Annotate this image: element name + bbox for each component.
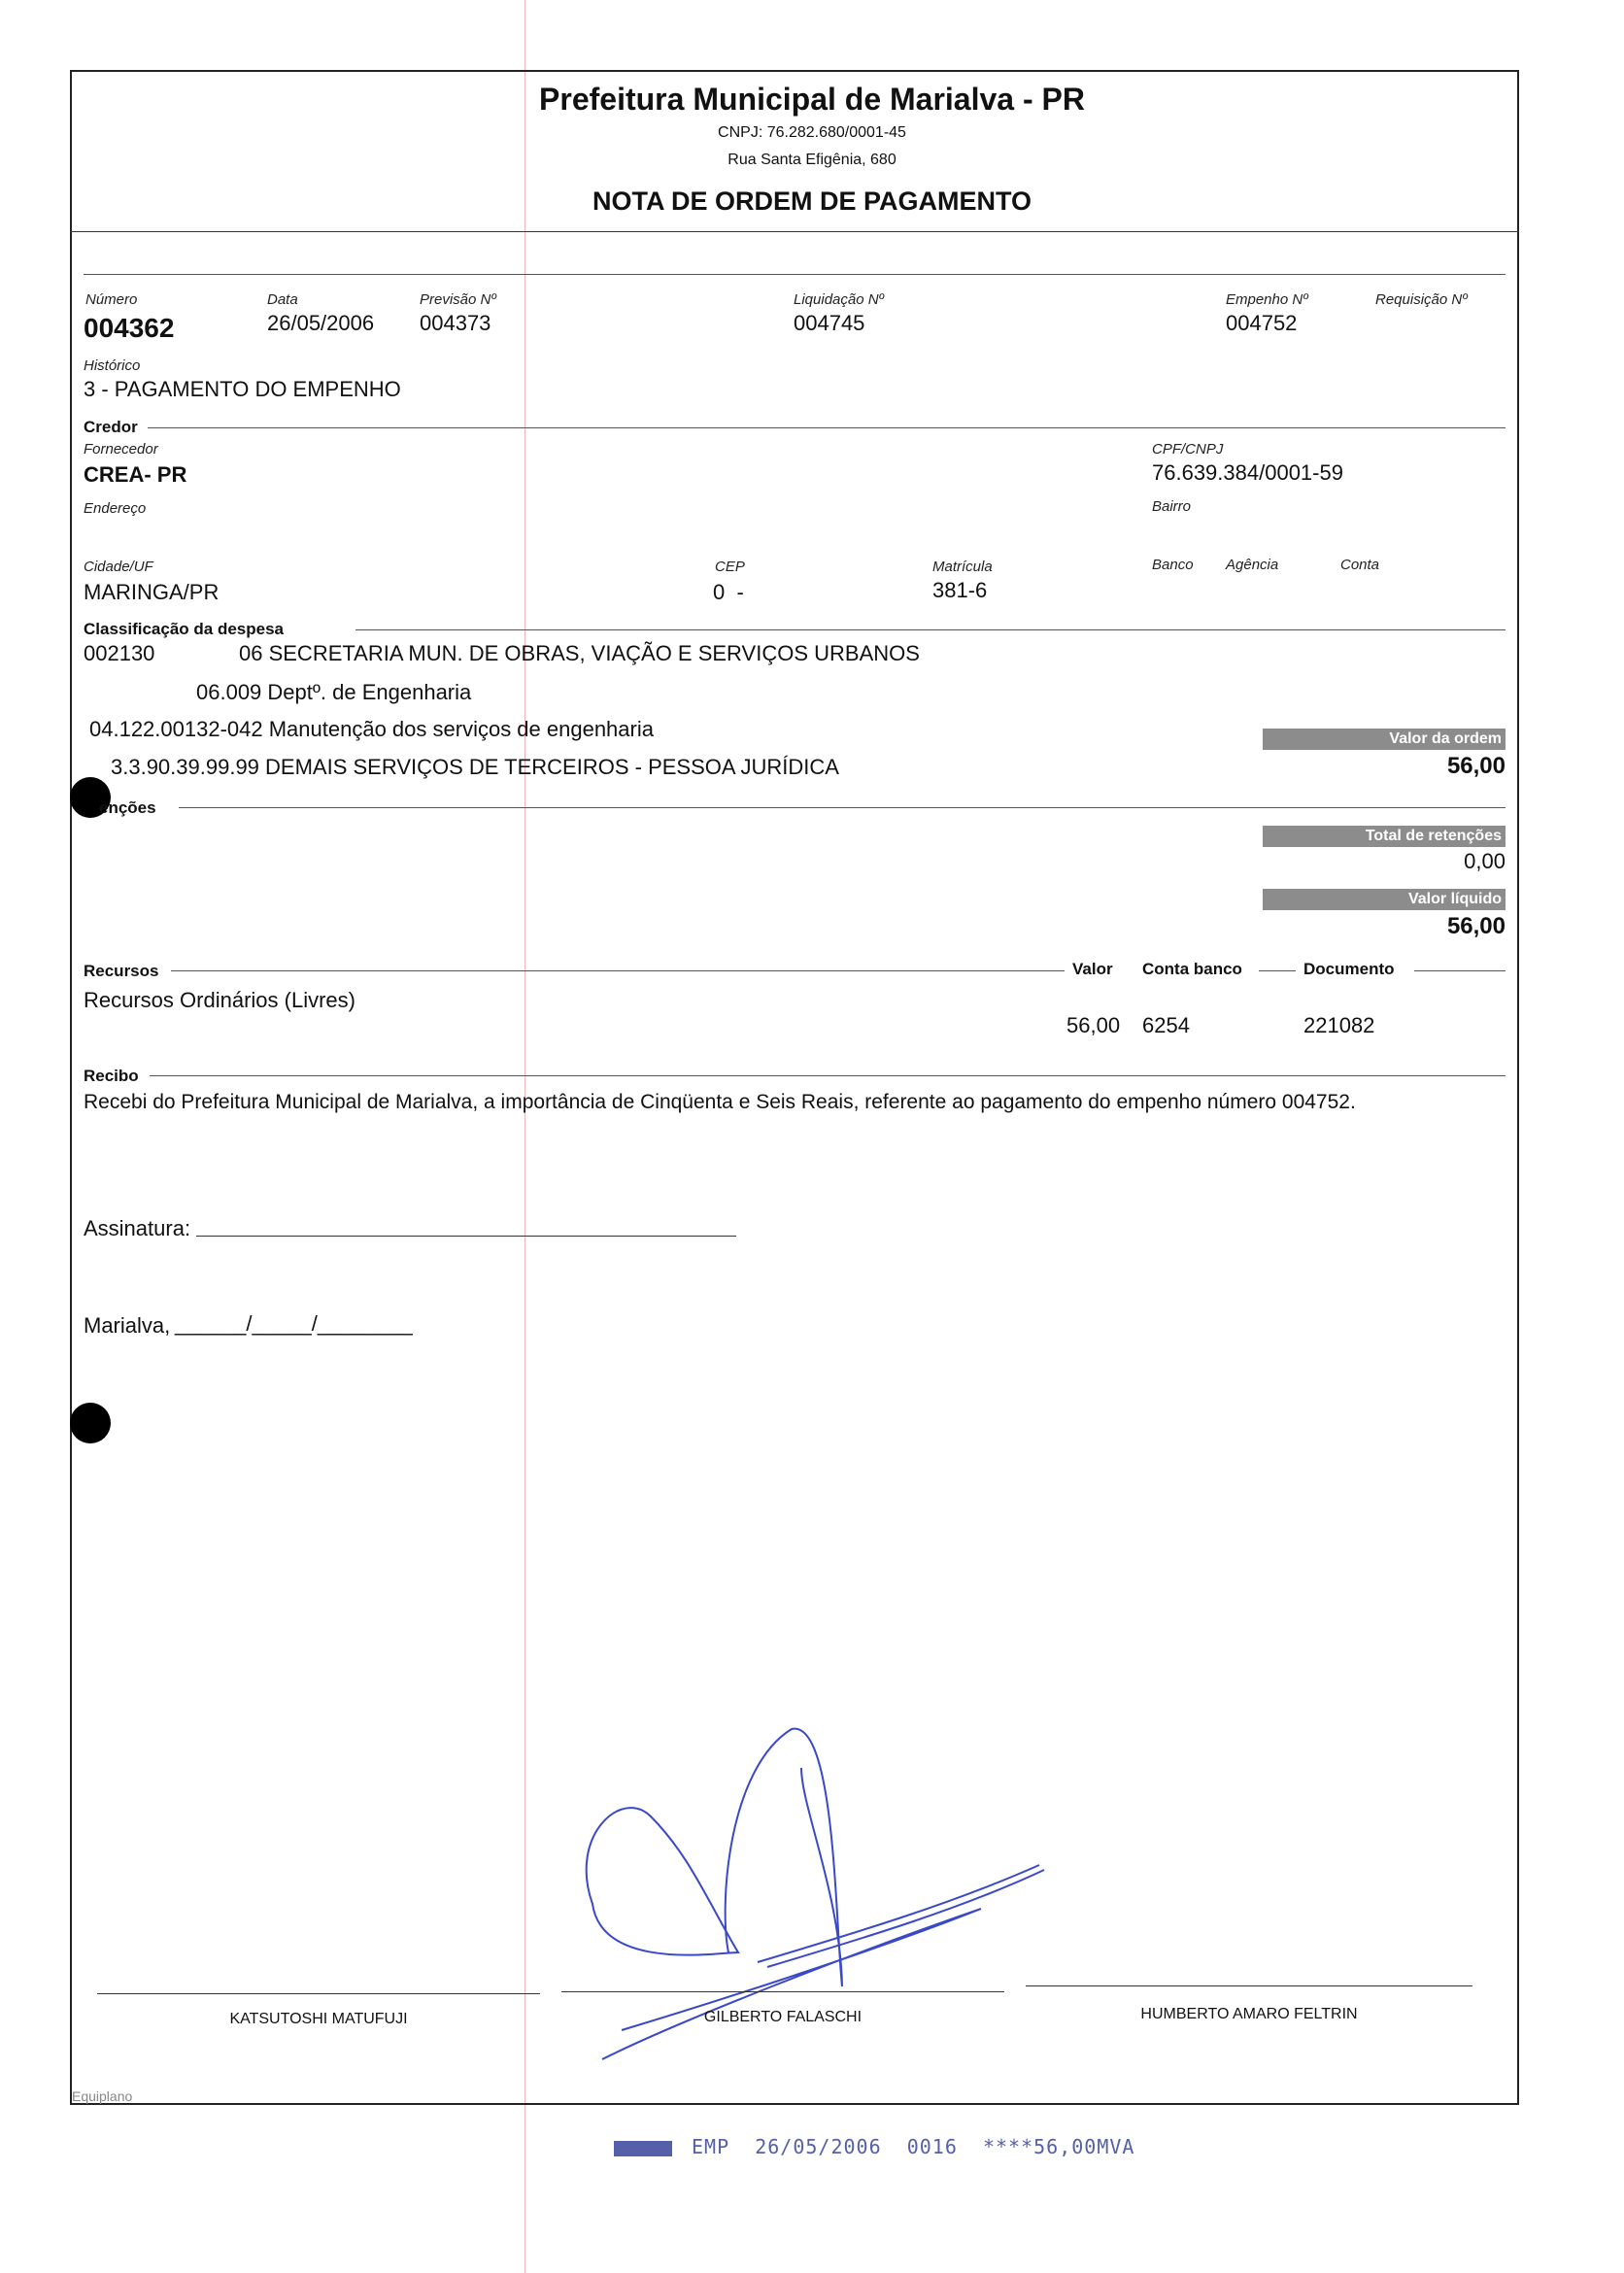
conta-label: Conta: [1340, 557, 1380, 573]
data-label: Data: [267, 291, 298, 308]
stamp-text: EMP 26/05/2006 0016 ****56,00MVA: [692, 2135, 1135, 2158]
previsao-label: Previsão Nº: [420, 291, 496, 308]
endereco-label: Endereço: [84, 500, 147, 517]
data-value: 26/05/2006: [267, 311, 375, 335]
brand-label: Equiplano: [72, 2088, 133, 2104]
doc-title: NOTA DE ORDEM DE PAGAMENTO: [592, 187, 1032, 216]
bairro-label: Bairro: [1152, 498, 1192, 515]
recursos-conta: 6254: [1142, 1013, 1190, 1037]
recibo-section: Recibo: [84, 1067, 139, 1085]
cidade-label: Cidade/UF: [84, 559, 153, 575]
cpf-value: 76.639.384/0001-59: [1152, 460, 1343, 485]
payment-stamp: [614, 2135, 1134, 2158]
header-divider: [70, 231, 1519, 232]
cpf-label: CPF/CNPJ: [1152, 441, 1224, 458]
valor-ordem-label: Valor da ordem: [1263, 729, 1506, 750]
valor-liquido-value: 56,00: [1446, 913, 1506, 939]
signatory-2: GILBERTO FALASCHI: [703, 2009, 863, 2025]
total-retencoes-label: Total de retenções: [1263, 826, 1506, 847]
classificacao-rule: [355, 629, 1506, 630]
empenho-label: Empenho Nº: [1226, 291, 1308, 308]
classificacao-line1: 06 SECRETARIA MUN. DE OBRAS, VIAÇÃO E SERVIÇOS URBANOS: [239, 641, 920, 665]
classificacao-line3: 04.122.00132-042 Manutenção dos serviços de engenharia: [89, 717, 654, 741]
historico-value: 3 - PAGAMENTO DO EMPENHO: [84, 377, 401, 401]
recibo-text: Recebi do Prefeitura Municipal de Marialva, a importância de Cinqüenta e Seis Reais, referente ao pagamento do empenho número 004752.: [84, 1091, 1356, 1113]
signature-line-2: [561, 1991, 1004, 1992]
recibo-rule: [150, 1075, 1506, 1076]
banco-label: Banco: [1152, 557, 1194, 573]
page-title: Prefeitura Municipal de Marialva - PR: [539, 82, 1085, 117]
matricula-label: Matrícula: [932, 559, 993, 575]
fornecedor-label: Fornecedor: [84, 441, 158, 458]
agencia-label: Agência: [1226, 557, 1279, 573]
matricula-value: 381-6: [932, 578, 988, 602]
empenho-value: 004752: [1226, 311, 1298, 335]
classificacao-line4: 3.3.90.39.99.99 DEMAIS SERVIÇOS DE TERCEIROS - PESSOA JURÍDICA: [111, 755, 839, 779]
numero-label: Número: [85, 291, 138, 308]
signatory-3: HUMBERTO AMARO FELTRIN: [1140, 2006, 1358, 2022]
address-text: Rua Santa Efigênia, 680: [727, 152, 897, 168]
previsao-value: 004373: [420, 311, 491, 335]
signature-line-1: [97, 1993, 540, 1994]
recursos-item: Recursos Ordinários (Livres): [84, 988, 355, 1012]
credor-section: Credor: [84, 418, 138, 436]
signatory-1: KATSUTOSHI MATUFUJI: [229, 2011, 408, 2027]
classificacao-code: 002130: [84, 641, 155, 665]
recursos-valor: 56,00: [1066, 1013, 1121, 1037]
recursos-documento-label: Documento: [1303, 960, 1395, 978]
stamp-mark-icon: [614, 2141, 672, 2156]
total-retencoes-value: 0,00: [1464, 849, 1506, 873]
top-rule: [84, 274, 1506, 275]
classificacao-line2: 06.009 Deptº. de Engenharia: [196, 680, 472, 704]
retencoes-section: enções: [99, 798, 156, 817]
valor-ordem-value: 56,00: [1446, 753, 1506, 779]
liquidacao-label: Liquidação Nº: [794, 291, 885, 308]
classificacao-section: Classificação da despesa: [84, 620, 285, 638]
retencoes-rule: [179, 807, 1506, 808]
recursos-documento: 221082: [1303, 1013, 1375, 1037]
valor-liquido-label: Valor líquido: [1263, 889, 1506, 910]
punch-hole: [70, 1403, 111, 1443]
liquidacao-value: 004745: [794, 311, 865, 335]
signature-line-3: [1026, 1985, 1472, 1986]
cnpj-text: CNPJ: 76.282.680/0001-45: [718, 124, 906, 141]
recursos-rule-3: [1414, 970, 1506, 971]
recursos-rule: [171, 970, 1065, 971]
cidade-value: MARINGA/PR: [84, 580, 220, 604]
assinatura-line: [196, 1236, 736, 1237]
historico-label: Histórico: [84, 357, 141, 374]
cep-value: 0 -: [713, 580, 744, 604]
cep-label: CEP: [715, 559, 745, 575]
recursos-conta-label: Conta banco: [1142, 960, 1242, 978]
requisicao-label: Requisição Nº: [1375, 291, 1468, 308]
marialva-label: Marialva,: [84, 1313, 171, 1338]
date-blank-line: ______/_____/________: [175, 1311, 413, 1336]
credor-rule: [148, 427, 1506, 428]
assinatura-label: Assinatura:: [84, 1216, 191, 1240]
numero-value: 004362: [84, 313, 175, 343]
recursos-rule-2: [1259, 970, 1296, 971]
fornecedor-value: CREA- PR: [84, 462, 187, 487]
recursos-valor-label: Valor: [1072, 960, 1113, 978]
recursos-section: Recursos: [84, 962, 159, 980]
